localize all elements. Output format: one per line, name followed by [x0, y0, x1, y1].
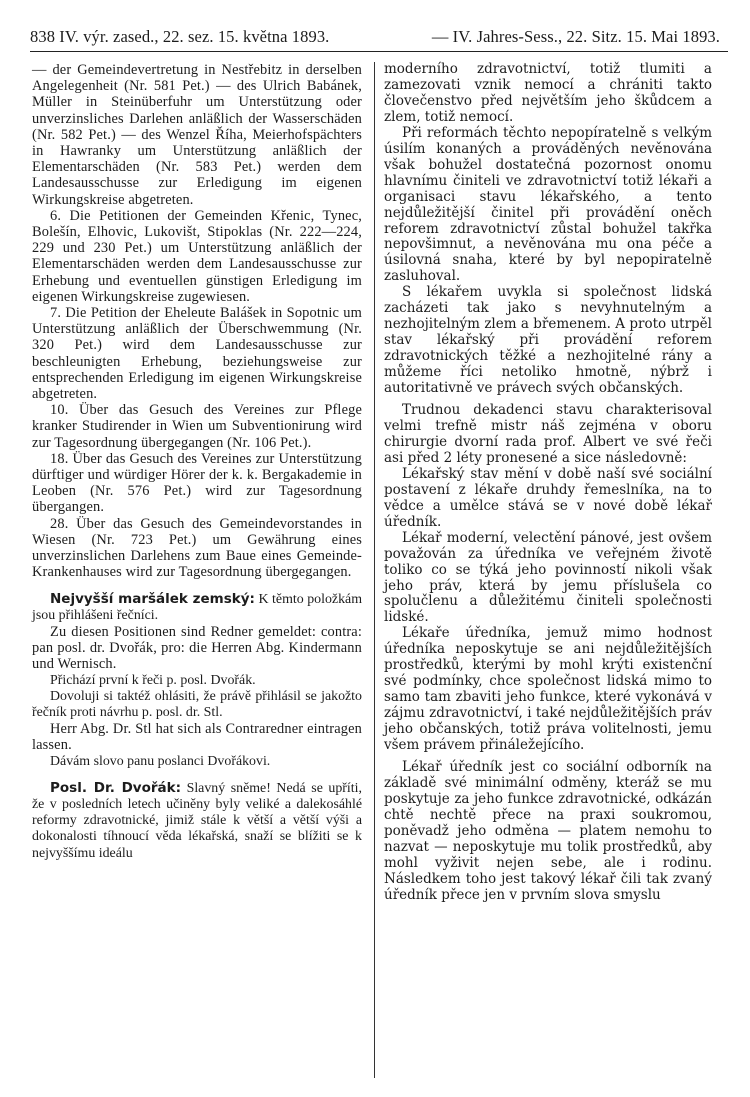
marshal-floor: Dávám slovo panu poslanci Dvořákovi. — [50, 753, 271, 769]
dvorak-speech — [32, 780, 362, 862]
speaker-name: Nejvyšší maršálek zemský: — [50, 590, 255, 607]
column-divider — [374, 62, 375, 1078]
spacer — [32, 770, 362, 780]
resolution-item-10: 10. Über das Gesuch des Vereines zur Pflege kranker Studirender in Wien um Subventionirung wird zur Tagesordnung übergegangen (Nr. 106 Pet.). — [32, 402, 362, 451]
marshal-notice: Dovoluji si taktéž ohlásiti, že právě přihlásil se jakožto řečník proti návrhu p. posl. dr. Stl. — [32, 688, 362, 720]
header-german: — IV. Jahres-Sess., 22. Sitz. 15. Mai 1893. — [431, 27, 720, 46]
resolution-paragraph: — der Gemeindevertretung in Nestřebitz in derselben Angelegenheit (Nr. 581 Pet.) — des Ulrich Babánek, Müller in Steinüberfuhr um Unterstützung oder unverzinsliches Darlehen anläßlich der Wasserschäden (Nr. 582 Pet.) — des Wenzel Říha, Meierhofspächters in Hawranky um Unterstützung anläßlich der Elementarschäden (Nr. 583 Pet.) werden dem Landesausschusse zur Erledigung im eigenen Wirkungskreise abgetreten. — [32, 62, 362, 208]
header-czech: 838 IV. výr. zased., 22. sez. 15. května 1893. — [30, 27, 330, 46]
marshal-speech — [32, 591, 362, 624]
speech-text: K těmto položkám jsou přihlášeni řečníci. — [32, 591, 362, 623]
speech-paragraph: Lékař moderní, velectění pánové, jest ovšem považován za úředníka ve veřejném životě toliko co se týká jeho povinností nikoli však jeho práv, která by jemu příslušela co spolučlenu a důležitému činiteli společnosti lidské. — [384, 529, 712, 626]
resolution-item-6: 6. Die Petitionen der Gemeinden Křenic, Tynec, Bolešín, Elhovic, Lukovišt, Stipoklas (Nr. 222—224, 229 und 230 Pet.) um Unterstützung anläßlich der Elementarschäden werden dem Landesausschusse zur Erhebung und eventuellen günstigen Erledigung im eigenen Wirkungskreise zugewiesen. — [32, 207, 362, 305]
speech-paragraph: Trudnou dekadenci stavu charakterisoval velmi trefně mistr náš zejména v oboru chirurgie dvorní rada prof. Albert ve své řeči asi před 2 léty pronesené a sice následovně: — [384, 402, 712, 466]
resolution-item-7: 7. Die Petition der Eheleute Balášek in Sopotnic um Unterstützung anläßlich der Überschwemmung (Nr. 320 Pet.) wird dem Landesausschusse zur beschleunigten Erhebung, beziehungsweise zur entsprechenden Erledigung im eigenen Wirkungskreise abgetreten. — [32, 305, 362, 403]
header-rule — [30, 51, 728, 52]
speech-paragraph: Lékař úředník jest co sociální odborník na základě své minimální odměny, kteráž se mu poskytuje za jeho funkce zdravotnické, odkázán chtě nechtě přece na praxi soukromou, poněvadž jeho odměna — platem nemohu to nazvat — neposkytuje mu tolik prostředků, aby mohl vyživit nejen sebe, ale i rodinu. Následkem toho jest takový lékař čili tak zvaný úředník přece jen v prvním slova smyslu — [384, 758, 712, 903]
speech-text: Slavný sněme! Nedá se upříti, že v posledních letech učiněny byly veliké a dalekosáhlé reformy zdravotnické, jimiž stále k větší a větší výši a dokonalosti tíhnoucí věda lékařská, snaží se blížiti se k nejvyššímu ideálu — [32, 780, 362, 861]
marshal-german: Zu diesen Positionen sind Redner gemeldet: contra: pan posl. dr. Dvořák, pro: die Herren Abg. Kindermann und Wernisch. — [32, 623, 362, 673]
spacer — [32, 581, 362, 591]
marshal-german-notice: Herr Abg. Dr. Stl hat sich als Contraredner eintragen lassen. — [32, 721, 362, 754]
marshal-announcement: Přichází první k řeči p. posl. Dvořák. — [50, 672, 256, 688]
resolution-item-28: 28. Über das Gesuch des Gemeindevorstandes in Wiesen (Nr. 723 Pet.) um Gewährung eines unverzinslichen Darlehens zum Baue eines Gemeinde-Krankenhauses wird zur Tagesordnung übergegangen. — [32, 515, 362, 581]
left-column — [32, 62, 362, 1085]
speech-paragraph: moderního zdravotnictví, totiž tlumiti a zamezovati vznik nemocí a chrániti takto človečenstvo před největším jeho škůdcem a zlem, totiž nemocí. — [384, 61, 712, 125]
speaker-name: Posl. Dr. Dvořák: — [50, 779, 182, 796]
speech-paragraph: Lékařský stav mění v době naší své sociální postavení z lékaře druhdy řemeslníka, na to vědce a umělce stává se v nové době lékař úředník. — [384, 465, 712, 530]
speech-paragraph: S lékařem uvykla si společnost lidská zacházeti tak jako s nevyhnutelným a nezhojitelným zlem a břemenem. A proto utrpěl stav lékařský při provádění reforem zdravotnických těžké a nezhojitelné rány a můžeme říci netoliko hmotně, nýbrž i autoritativně ve právech svých občanských. — [384, 284, 712, 397]
speech-paragraph: Při reformách těchto nepopíratelně s velkým úsilím konaných a prováděných nevěnována však bohužel dostatečná pozornost onomu hlavnímu činiteli ve zdravotnictví totiž lékaři a organisaci stavu lékařského, a tento nejdůležitější činitel při provádění oněch reforem zdravotnictví zůstal bohužel takřka nepovšimnut, a nevěnována mu ona péče a úsilovná snaha, které by byl nepopiratelně zasluhoval. — [384, 124, 712, 285]
speech-paragraph: Lékaře úředníka, jemuž mimo hodnost úředníka neposkytuje se ani nejdůležitějších prostředků, kterými by mohl krýti existenční své podmínky, chce společnost lidská mimo to samo tam zbaviti jeho funkce, které vykonává v zájmu zdravotnictví, i také nejdůležitějších práv jeho občanských, totiž práva volitelnosti, jemu všem právem přináležejícího. — [384, 625, 712, 754]
right-column — [384, 62, 712, 1085]
resolution-item-18: 18. Über das Gesuch des Vereines zur Unterstützung dürftiger und würdiger Hörer der k. k. Bergakademie in Leoben (Nr. 576 Pet.) wird zur Tagesordnung übergangen. — [32, 450, 362, 516]
page-header — [30, 27, 720, 53]
